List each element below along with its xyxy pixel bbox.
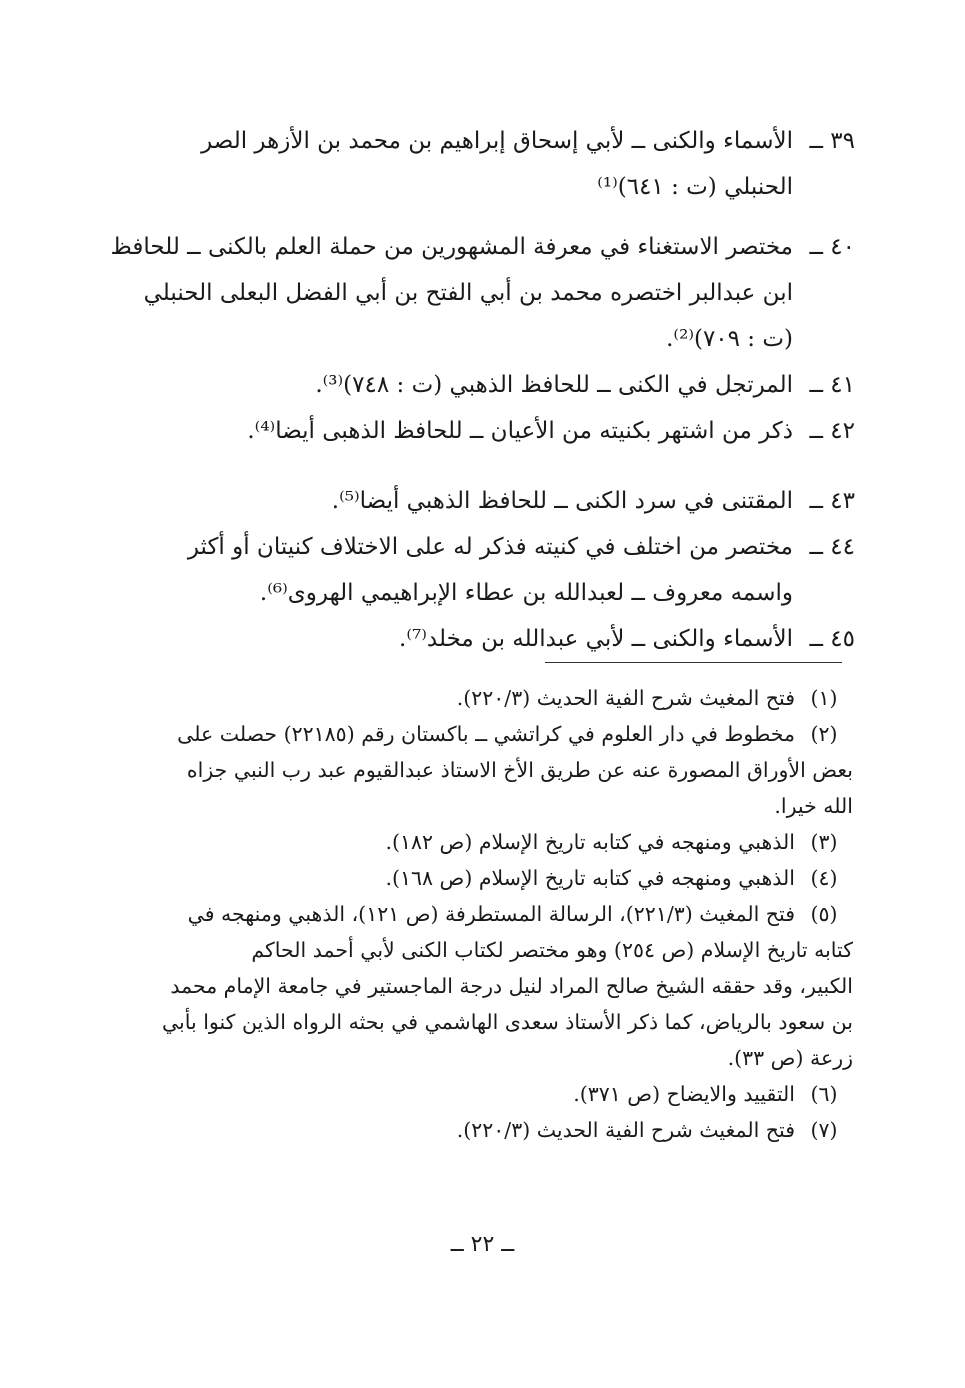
footnote-number: (٧) (810, 1118, 838, 1142)
footnote-4 (108, 860, 853, 896)
footnote-number: (٤) (810, 866, 838, 890)
entry-line: الأسماء والكنى ــ لأبي إسحاق إبراهيم بن محمد بن الأزهر الصر (201, 128, 793, 154)
entry-number: ٤٠ ــ (809, 234, 855, 260)
footnote-line: فتح المغيث شرح الفية الحديث (٢٢٠/٣). (456, 686, 795, 710)
footnote-3 (108, 824, 853, 860)
entry-number: ٤٢ ــ (809, 418, 855, 444)
entry-line: المرتجل في الكنى ــ للحافظ الذهبي (ت : ٧٤٨)⁽³⁾. (315, 372, 793, 398)
footnote-line: الذهبي ومنهجه في كتابه تاريخ الإسلام (ص ١٨٢). (385, 830, 795, 854)
entries-list (110, 118, 855, 662)
footnote-5 (108, 896, 853, 1076)
entry-number: ٤١ ــ (809, 372, 855, 398)
entry-line: المقتنى في سرد الكنى ــ للحافظ الذهبي أيضا⁽⁵⁾. (331, 488, 793, 514)
entry-line: مختصر من اختلف في كنيته فذكر له على الاختلاف كنيتان أو أكثر (187, 534, 793, 560)
entry-line: (ت : ٧٠٩)⁽²⁾. (666, 326, 793, 352)
entry-number: ٣٩ ــ (809, 128, 855, 154)
entry-number: ٤٥ ــ (809, 626, 855, 652)
footnote-number: (١) (810, 686, 838, 710)
footnote-line: بعض الأوراق المصورة عنه عن طريق الأخ الاستاذ عبدالقيوم عبد رب النبي جزاه (186, 758, 853, 782)
entry-line: واسمه معروف ــ لعبدالله بن عطاء الإبراهيمي الهروى⁽⁶⁾. (259, 580, 793, 606)
entry-number: ٤٤ ــ (809, 534, 855, 560)
footnote-line: زرعة (ص ٣٣). (727, 1046, 853, 1070)
entry-40 (110, 224, 855, 362)
page-number: ــ ٢٢ ــ (450, 1232, 515, 1257)
entry-41 (110, 362, 855, 408)
footnote-line: الله خيرا. (774, 794, 853, 818)
entry-number: ٤٣ ــ (809, 488, 855, 514)
entry-line: ذكر من اشتهر بكنيته من الأعيان ــ للحافظ الذهبى أيضا⁽⁴⁾. (247, 418, 793, 444)
footnote-number: (٥) (810, 902, 838, 926)
footnote-line: كتابه تاريخ الإسلام (ص ٢٥٤) وهو مختصر لكتاب الكنى لأبي أحمد الحاكم (251, 938, 853, 962)
footnote-1 (108, 680, 853, 716)
entry-line: الحنبلي (ت : ٦٤١)⁽¹⁾ (597, 174, 793, 200)
entry-44 (110, 524, 855, 616)
footnote-number: (٢) (810, 722, 838, 746)
footnote-line: الذهبي ومنهجه في كتابه تاريخ الإسلام (ص ١٦٨). (385, 866, 795, 890)
entry-line: الأسماء والكنى ــ لأبي عبدالله بن مخلد⁽⁷⁾. (399, 626, 793, 652)
footnote-separator (545, 662, 842, 663)
entry-39 (110, 118, 855, 210)
entry-line: ابن عبدالبر اختصره محمد بن أبي الفتح بن أبي الفضل البعلى الحنبلي (143, 280, 793, 306)
footnote-line: الكبير، وقد حققه الشيخ صالح المراد لنيل درجة الماجستير في جامعة الإمام محمد (170, 974, 853, 998)
footnote-line: فتح المغيث شرح الفية الحديث (٢٢٠/٣). (456, 1118, 795, 1142)
footnote-number: (٦) (810, 1082, 838, 1106)
entry-43 (110, 478, 855, 524)
entry-line: مختصر الاستغناء في معرفة المشهورين من حملة العلم بالكنى ــ للحافظ (110, 234, 793, 260)
entry-42 (110, 408, 855, 454)
footnote-number: (٣) (810, 830, 838, 854)
footnote-2 (108, 716, 853, 824)
footnote-6 (108, 1076, 853, 1112)
footnote-7 (108, 1112, 853, 1148)
footnotes-list (108, 680, 853, 1148)
footnote-line: فتح المغيث (٢٢١/٣)، الرسالة المستطرفة (ص ١٢١)، الذهبي ومنهجه في (187, 902, 795, 926)
footnote-line: التقييد والايضاح (ص ٣٧١). (573, 1082, 795, 1106)
footnote-line: بن سعود بالرياض، كما ذكر الأستاذ سعدى الهاشمي في بحثه الرواه الذين كنوا بأبي (161, 1010, 853, 1034)
entry-45 (110, 616, 855, 662)
footnote-line: مخطوط في دار العلوم في كراتشي ــ باكستان رقم (٢٢١٨٥) حصلت على (177, 722, 795, 746)
